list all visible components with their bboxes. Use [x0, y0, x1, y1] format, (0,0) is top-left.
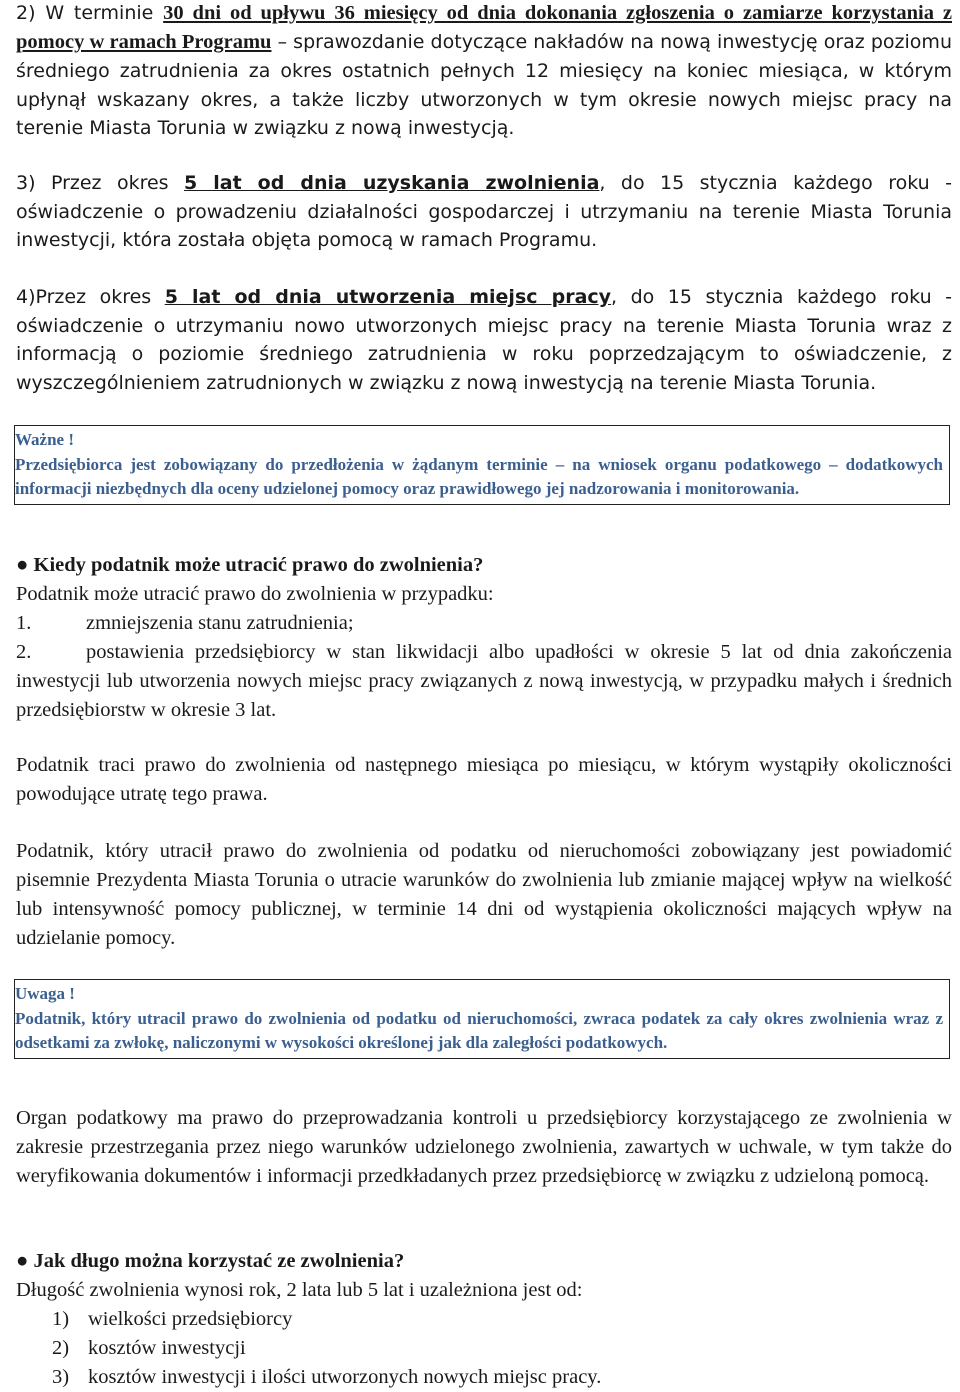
list-item-text: postawienia przedsiębiorcy w stan likwidacji albo upadłości w okresie 5 lat od dnia zakończenia inwestycji lub utworzenia nowych miejsc pracy związanych z nową inwestycją, w przypadku małych i średnich przedsiębiorstw w okresie 3 lat.	[16, 641, 952, 721]
section-1-intro: Podatnik może utracić prawo do zwolnienia w przypadku:	[16, 583, 494, 605]
section-1-heading: ● Kiedy podatnik może utracić prawo do zwolnienia?	[16, 554, 484, 576]
list-item	[52, 1363, 952, 1392]
list-item	[52, 1305, 952, 1334]
p3-rest: , do 15 stycznia każdego roku - oświadczenie o prowadzeniu działalności gospodarczej i utrzymaniu na terenie Miasta Torunia inwestycji, która została objęta pomocą w ramach Programu.	[16, 172, 953, 251]
paragraph-control-rights: Organ podatkowy ma prawo do przeprowadzania kontroli u przedsiębiorcy korzystającego ze zwolnienia w zakresie przestrzegania przez niego warunków udzielonego zwolnienia, zawartych w uchwale, w tym także do weryfikowania dokumentów i informacji przedkładanych przez przedsiębiorcę w związku z udzieloną pomocą.	[16, 1107, 952, 1187]
duration-factors-list	[16, 1305, 952, 1392]
p4-rest: , do 15 stycznia każdego roku - oświadczenie o utrzymaniu nowo utworzonych miejsc pracy na terenie Miasta Torunia wraz z informacją o poziomie średniego zatrudnienia w roku poprzedzającym to oświadczenie, z wyszczególnieniem zatrudnionych w związku z nową inwestycją na terenie Miasta Torunia.	[16, 286, 953, 394]
paragraph-4	[16, 283, 952, 397]
paragraph-loss-timing: Podatnik traci prawo do zwolnienia od następnego miesiąca po miesiącu, w którym wystąpiły okoliczności powodujące utratę tego prawa.	[16, 754, 952, 805]
list-item-text: wielkości przedsiębiorcy	[88, 1308, 293, 1330]
important-notice-box	[14, 425, 950, 505]
list-item	[16, 638, 952, 725]
p2-rest: – sprawozdanie dotyczące nakładów na nową inwestycję oraz poziomu średniego zatrudnienia za okres ostatnich pełnych 12 miesięcy na koniec miesiąca, w którym upłynął wskazany okres, a także liczby utworzonych w tym okresie nowych miejsc pracy na terenie Miasta Torunia w związku z nową inwestycją.	[16, 31, 952, 139]
p3-lead: 3) Przez okres	[16, 172, 185, 194]
list-item-number: 1.	[16, 612, 32, 634]
important-notice-text: Przedsiębiorca jest zobowiązany do przedłożenia w żądanym terminie – na wniosek organu podatkowego – dodatkowych informacji niezbędnych dla oceny udzielonej pomocy oraz prawidłowego jej nadzorowania i monitorowania.	[15, 454, 943, 498]
list-item	[16, 609, 952, 638]
p4-period: 5 lat od dnia utworzenia miejsc pracy	[164, 286, 612, 308]
list-item-number: 2)	[52, 1337, 70, 1359]
list-item-number: 3)	[52, 1366, 70, 1388]
paragraph-notify-duty: Podatnik, który utracił prawo do zwolnienia od podatku od nieruchomości zobowiązany jest powiadomić pisemnie Prezydenta Miasta Torunia o utracie warunków do zwolnienia lub zmianie mającej wpływ na wielkość lub intensywność pomocy publicznej, w terminie 14 dni od wystąpienia okoliczności mających wpływ na udzielanie pomocy.	[16, 840, 952, 949]
list-item	[52, 1334, 952, 1363]
list-item-text: kosztów inwestycji	[88, 1337, 246, 1359]
section-exemption-duration	[16, 1247, 952, 1392]
warning-notice-title: Uwaga !	[15, 984, 75, 1003]
p2-deadline: 30 dni od upływu 36 miesięcy od dnia dokonania zgłoszenia o zamiarze korzystania z pomocy w ramach Programu	[16, 2, 952, 53]
p4-lead: 4)Przez okres	[16, 286, 165, 308]
list-item-number: 1)	[52, 1308, 70, 1330]
warning-notice-text: Podatnik, który utracil prawo do zwolnienia od podatku od nieruchomości, zwraca podatek za cały okres zwolnienia wraz z odsetkami za zwłokę, naliczonymi w wysokości określonej jak dla zaległości podatkowych.	[15, 1008, 943, 1052]
p2-lead: 2) W terminie	[16, 2, 164, 24]
list-item-text: kosztów inwestycji i ilości utworzonych nowych miejsc pracy.	[88, 1366, 602, 1388]
warning-notice-box	[14, 979, 950, 1059]
paragraph-3	[16, 169, 952, 255]
section-2-heading: ● Jak długo można korzystać ze zwolnienia?	[16, 1250, 405, 1272]
p3-period: 5 lat od dnia uzyskania zwolnienia	[184, 172, 600, 194]
list-item-number: 2.	[16, 641, 32, 663]
loss-reasons-list	[16, 609, 952, 725]
paragraph-2	[16, 0, 952, 143]
section-2-intro: Długość zwolnienia wynosi rok, 2 lata lub 5 lat i uzależniona jest od:	[16, 1279, 583, 1301]
list-item-text: zmniejszenia stanu zatrudnienia;	[86, 612, 354, 634]
important-notice-title: Ważne !	[15, 430, 75, 449]
section-loss-of-exemption	[16, 551, 952, 725]
